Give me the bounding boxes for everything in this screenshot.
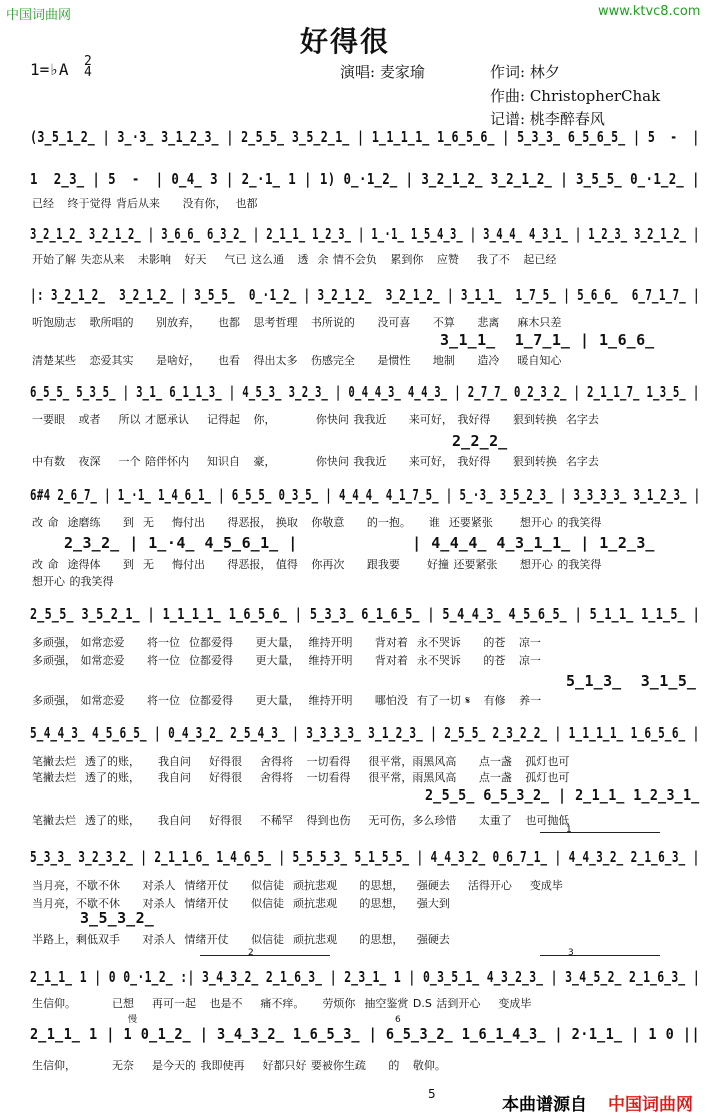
lyric-line: 多顽强， 如常恋爱 将一位 位都爱得 更大量， 维持开明 哪怕没 有了一切 𝄋 有修 养一 <box>32 694 542 707</box>
lyric-line: 多顽强， 如常恋爱 将一位 位都爱得 更大量， 维持开明 背对着 永不哭诉 的苍 凉一 <box>32 636 541 649</box>
lyric-line: 多顽强， 如常恋爱 将一位 位都爱得 更大量， 维持开明 背对着 永不哭诉 的苍 凉一 <box>32 654 541 667</box>
music-row: 5̲3̲3̲ 3̲2̲3̲2̲ | 2̲1̲1̲6̲ 1̲4̲6̲5̲ | 5̲5̲5̲3̲ 5̲1̲5̲5̲ | 4̲4̲3̲2̲ 0̲6̲7̲1̲ | 4̲4̲3̲2̲ 2̲1̲6̲3̲ | <box>30 848 700 866</box>
music-row: 6#4 2̲6̲7̲ | 1̲·1̲ 1̲4̲6̲1̲ | 6̲5̲5̲ 0̲3̲5̲ | 4̲4̲4̲ 4̲1̲7̲5̲ | 5̲·3̲ 3̲5̲2̲3̲ | 3̲3̲3̲3̲ 3̲1̲2̲3̲ | <box>30 486 701 504</box>
music-row: 2̲1̲1̲ 1 | 1 0̲1̲2̲ | 3̲4̲3̲2̲ 1̲6̲5̲3̲ | 6̲5̲3̲2̲ 1̲6̲1̲4̲3̲ | 2·1̲1̲ | 1 0 || <box>30 1025 701 1043</box>
tempo-slow: 慢 <box>128 1015 138 1025</box>
volta-2-line <box>200 955 330 956</box>
lyric-line: 改 命 途得体 到 无 悔付出 得恶报， 值得 你再次 跟我要 好撞 还要紧张 想开心 的我笑得 <box>32 558 602 571</box>
music-row: 1 2̲3̲ | 5 - | 0̲4̲ 3 | 2̲·1̲ 1 | 1) 0̲·1̲2̲ | 3̲2̲1̲2̲ 3̲2̲1̲2̲ | 3̲5̲5̲ 0̲·1̲2̲ | <box>30 170 700 188</box>
transcriber: 记谱: 桃李醉春风 <box>490 110 605 128</box>
music-row: (3̲5̲1̲2̲ | 3̲·3̲ 3̲1̲2̲3̲ | 2̲5̲5̲ 3̲5̲2̲1̲ | 1̲1̲1̲1̲ 1̲6̲5̲6̲ | 5̲3̲3̲ 6̲5̲6̲5̲ | 5 - | <box>30 128 700 146</box>
lyric-line: 开始了解 失恋从来 未影响 好天 气已 这么通 透 余 情不会负 累到你 应赞 我了不 起已经 <box>32 253 557 266</box>
music-row: 3̲2̲1̲2̲ 3̲2̲1̲2̲ | 3̲6̲6̲ 6̲3̲2̲ | 2̲1̲1̲ 1̲2̲3̲ | 1̲·1̲ 1̲5̲4̲3̲ | 3̲4̲4̲ 4̲3̲1̲ | 1̲2̲3̲ 3̲2̲1̲2̲ | <box>30 225 700 243</box>
lyric-line: 清楚某些 恋爱其实 是啥好， 也看 得出太多 伤感完全 是惯性 地制 造冷 暖自知心 <box>32 354 562 367</box>
volta-1-line <box>540 832 660 833</box>
composer: 作曲: ChristopherChak <box>490 87 661 105</box>
music-row: |: 3̲2̲1̲2̲ 3̲2̲1̲2̲ | 3̲5̲5̲ 0̲·1̲2̲ | 3̲2̲1̲2̲ 3̲2̲1̲2̲ | 3̲1̲1̲ 1̲7̲5̲ | 5̲6̲6̲ 6̲7̲1̲7̲ | <box>30 286 700 304</box>
music-row: 2̲1̲1̲ 1 | 0 0̲·1̲2̲ :| 3̲4̲3̲2̲ 2̲1̲6̲3̲ | 2̲3̲1̲ 1 | 0̲3̲5̲1̲ 4̲3̲2̲3̲ | 3̲4̲5̲2̲ 2̲1̲6̲3̲ | <box>30 968 701 986</box>
lyric-line: 笔撇去烂 透了的账， 我自问 好得很 舍得将 一切看得 很平常，雨黑风高 点一盏 孤灯也可 <box>32 771 570 784</box>
alt-music-row: 2̲3̲2̲ | 1̲·4̲ 4̲5̲6̲1̲ | | 4̲4̲4̲ 4̲3̲1̲1̲ | 1̲2̲3̲ <box>64 534 655 552</box>
lyric-line: 生信仰。 已想 再可一起 也是不 痛不痒。 劳烦你 抽空鉴赏 D.S 活到开心 变成毕 <box>32 997 532 1010</box>
volta-2: 2 <box>248 948 254 958</box>
tuplet-6: 6 <box>395 1015 401 1025</box>
volta-3-line <box>540 955 660 956</box>
lyric-line: 想开心 的我笑得 <box>32 575 114 588</box>
lyric-line: 一要眼 或者 所以 才愿承认 记得起 你， 你快问 我我近 来可好， 我好得 狠到转换 名字去 <box>32 413 599 426</box>
alt-music-row: 3̲5̲3̲2̲ <box>80 909 155 927</box>
lyric-line: 半路上，剩低双手 对杀人 情绪开仗 似信徒 顽抗悲观 的思想， 强硬去 <box>32 933 450 946</box>
page-number: 5 <box>428 1087 436 1101</box>
footer-source: 本曲谱源自 <box>502 1095 587 1115</box>
lyric-line: 听饱励志 歌所唱的 别放弃， 也都 思考哲理 书所说的 没可喜 不算 悲离 麻木只差 <box>32 316 562 329</box>
lyric-line: 已经 终于觉得 背后从来 没有你， 也都 <box>32 197 258 210</box>
music-row: 6̲5̲5̲ 5̲3̲5̲ | 3̲1̲ 6̲1̲1̲3̲ | 4̲5̲3̲ 3̲2̲3̲ | 0̲4̲4̲3̲ 4̲4̲3̲ | 2̲7̲7̲ 0̲2̲3̲2̲ | 2̲1̲1̲7̲ 1̲3̲5̲ | <box>30 383 700 401</box>
lyric-line: 当月亮，不歇不休 对杀人 情绪开仗 似信徒 顽抗悲观 的思想， 强大到 <box>32 897 450 910</box>
footer-brand: 中国词曲网 <box>608 1095 693 1115</box>
music-row: 5̲4̲4̲3̲ 4̲5̲6̲5̲ | 0̲4̲3̲2̲ 2̲5̲4̲3̲ | 3̲3̲3̲3̲ 3̲1̲2̲3̲ | 2̲5̲5̲ 2̲3̲2̲2̲ | 1̲1̲1̲1̲ 1̲6̲5̲6̲ | <box>30 724 700 742</box>
lyric-line: 改 命 途磨练 到 无 悔付出 得恶报， 换取 你敬意 的一抱。 谁 还要紧张 想开心 的我笑得 <box>32 516 602 529</box>
time-signature: 2 4 <box>84 54 92 80</box>
alt-music-row: 2̲5̲5̲ 6̲5̲3̲2̲ | 2̲1̲1̲ 1̲2̲3̲1̲ <box>425 786 700 804</box>
alt-music-row: 3̲1̲1̲ 1̲7̲1̲ | 1̲6̲6̲ <box>440 331 655 349</box>
lyric-line: 中有数 夜深 一个 陪伴怀内 知识自 豪， 你快问 我我近 来可好， 我好得 狠到转换 名字去 <box>32 455 599 468</box>
volta-3: 3 <box>568 948 574 958</box>
key-signature: 1=♭A <box>30 60 69 79</box>
above-music-row: 2̲2̲2̲ <box>452 432 508 450</box>
watermark-left: 中国词曲网 <box>6 8 72 23</box>
singer: 演唱: 麦家瑜 <box>340 63 425 81</box>
lyric-line: 当月亮，不歇不休 对杀人 情绪开仗 似信徒 顽抗悲观 的思想， 强硬去 活得开心 变成毕 <box>32 879 563 892</box>
lyricist: 作词: 林夕 <box>490 63 560 81</box>
lyric-line: 笔撇去烂 透了的账， 我自问 好得很 不稀罕 得到也伤 无可伤，多么珍惜 太重了 也可抛低 <box>32 814 570 827</box>
lyric-line: 笔撇去烂 透了的账， 我自问 好得很 舍得将 一切看得 很平常，雨黑风高 点一盏 孤灯也可 <box>32 755 570 768</box>
lyric-line: 生信仰， 无奈 是今天的 我即使再 好都只好 要被你生疏 的 敬仰。 <box>32 1059 446 1072</box>
above-music-row: 5̲1̲3̲ 3̲1̲5̲ <box>566 672 697 690</box>
song-title: 好得很 <box>300 25 391 58</box>
watermark-right: www.ktvc8.com <box>598 4 701 19</box>
volta-1: 1 <box>566 825 572 835</box>
music-row: 2̲5̲5̲ 3̲5̲2̲1̲ | 1̲1̲1̲1̲ 1̲6̲5̲6̲ | 5̲3̲3̲ 6̲1̲6̲5̲ | 5̲4̲4̲3̲ 4̲5̲6̲5̲ | 5̲1̲1̲ 1̲1̲5̲ | <box>30 605 701 623</box>
